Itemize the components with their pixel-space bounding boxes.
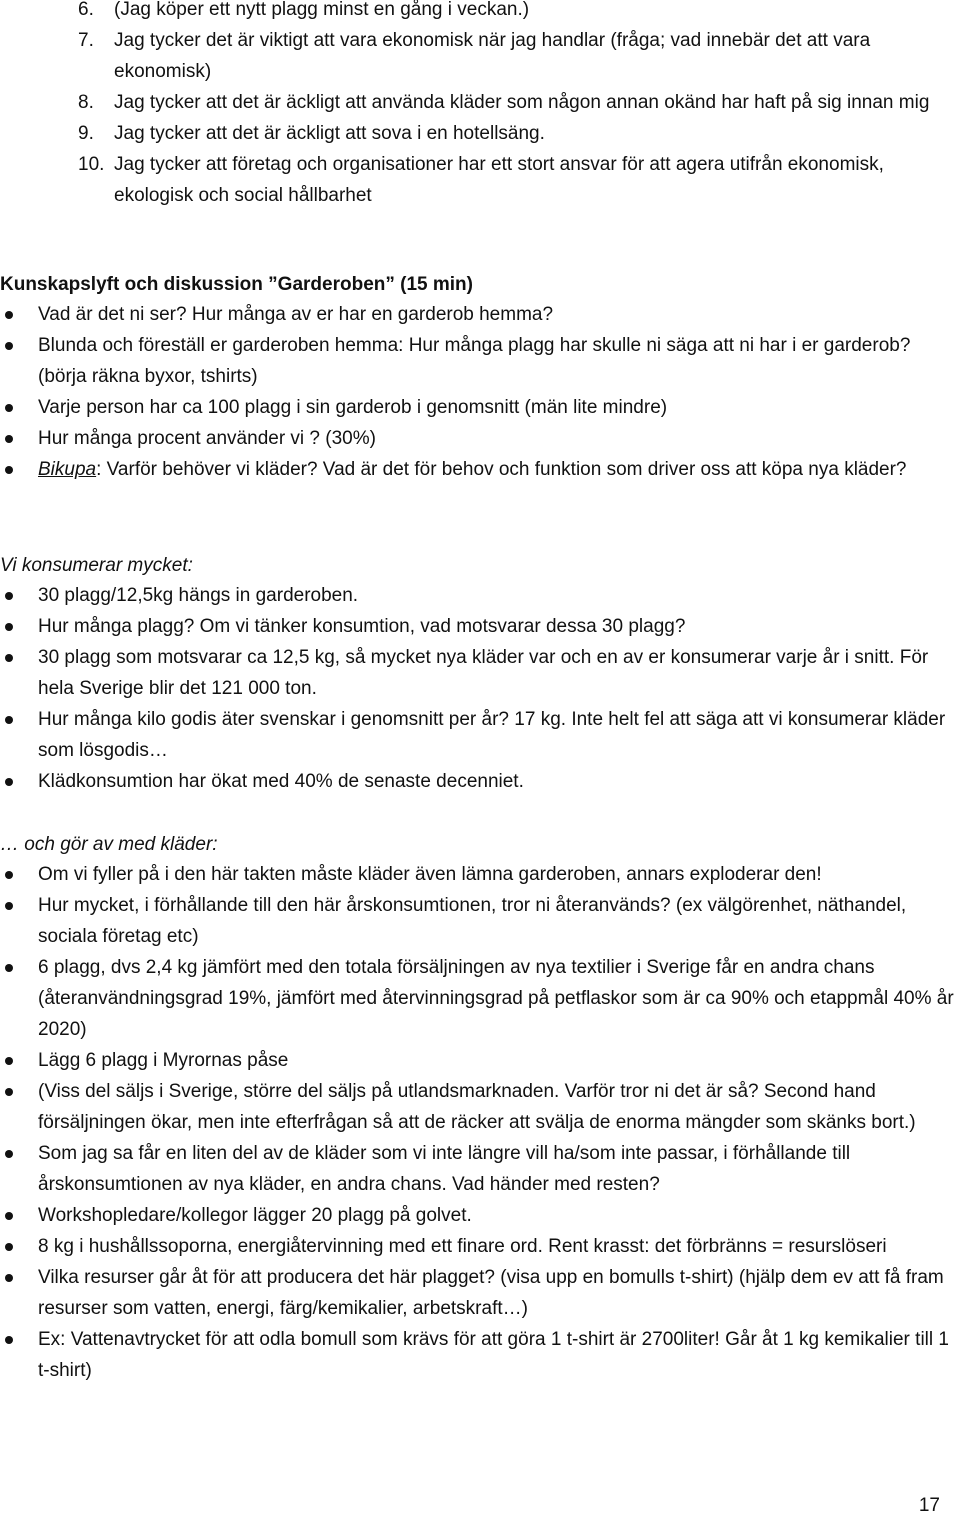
item-text: 30 plagg som motsvarar ca 12,5 kg, så mycket nya kläder var och en av er konsumerar varje år i snitt. För hela Sverige blir det 121 000 ton. bbox=[38, 647, 929, 699]
bullet-icon bbox=[5, 654, 13, 662]
list-item bbox=[0, 392, 960, 423]
item-text: Jag tycker att det är äckligt att använda kläder som någon annan okänd har haft på sig innan mig bbox=[114, 92, 930, 113]
bullet-icon bbox=[5, 871, 13, 879]
bullet-icon bbox=[5, 311, 13, 319]
section-heading-gor-av-med: … och gör av med kläder: bbox=[0, 834, 218, 855]
section-heading-garderoben: Kunskapslyft och diskussion ”Garderoben” (15 min) bbox=[0, 274, 473, 295]
bullet-icon bbox=[5, 1243, 13, 1251]
bullet-icon bbox=[5, 1088, 13, 1096]
item-text: Vilka resurser går åt för att producera det här plagget? (visa upp en bomulls t-shirt) (hjälp dem ev att få fram resurser som vatten, energi, färg/kemikalier, arbetskraft…) bbox=[38, 1267, 944, 1319]
bullet-icon bbox=[5, 902, 13, 910]
item-text: Varje person har ca 100 plagg i sin garderob i genomsnitt (män lite mindre) bbox=[38, 397, 668, 418]
bullet-icon bbox=[5, 435, 13, 443]
list-item bbox=[0, 1262, 960, 1324]
list-item bbox=[0, 859, 960, 890]
item-text: Ex: Vattenavtrycket för att odla bomull som krävs för att göra 1 t-shirt är 2700liter! Går åt 1 kg kemikalier till 1 t-shirt) bbox=[38, 1329, 949, 1381]
bullet-icon bbox=[5, 1336, 13, 1344]
item-number: 8. bbox=[78, 92, 94, 113]
numbered-list bbox=[0, 0, 930, 211]
bullet-icon bbox=[5, 1057, 13, 1065]
list-item bbox=[0, 1200, 960, 1231]
item-text: Som jag sa får en liten del av de kläder som vi inte längre vill ha/som inte passar, i förhållande till årskonsumtionen av nya kläder, en andra chans. Vad händer med resten? bbox=[38, 1143, 851, 1195]
list-item bbox=[0, 642, 960, 704]
item-text: Blunda och föreställ er garderoben hemma: Hur många plagg har skulle ni säga att ni har i er garderob? (börja räkna byxor, tshirts) bbox=[38, 335, 911, 387]
bullet-icon bbox=[5, 404, 13, 412]
bullet-icon bbox=[5, 778, 13, 786]
bullet-icon bbox=[5, 592, 13, 600]
list-item bbox=[0, 454, 960, 485]
item-text: : Varför behöver vi kläder? Vad är det för behov och funktion som driver oss att köpa nya kläder? bbox=[96, 459, 907, 480]
bullet-list-konsumerar bbox=[0, 580, 960, 797]
list-item bbox=[0, 1045, 960, 1076]
bikupa-term: Bikupa bbox=[38, 459, 97, 480]
item-text: Jag tycker att det är äckligt att sova i en hotellsäng. bbox=[114, 123, 545, 144]
item-text: 30 plagg/12,5kg hängs in garderoben. bbox=[38, 585, 359, 606]
item-text: 8 kg i hushållssoporna, energiåtervinning med ett finare ord. Rent krasst: det förbränns = resurslöseri bbox=[38, 1236, 887, 1257]
list-item bbox=[0, 25, 930, 87]
list-item bbox=[0, 0, 930, 25]
list-item bbox=[0, 149, 930, 211]
item-text: Hur många plagg? Om vi tänker konsumtion, vad motsvarar dessa 30 plagg? bbox=[38, 616, 686, 637]
bullet-list-gor-av-med bbox=[0, 859, 960, 1386]
item-text: Lägg 6 plagg i Myrornas påse bbox=[38, 1050, 289, 1071]
item-text: Jag tycker att företag och organisationer har ett stort ansvar för att agera utifrån ekonomisk, ekologisk och social hållbarhet bbox=[114, 154, 884, 206]
item-text: Vad är det ni ser? Hur många av er har en garderob hemma? bbox=[38, 304, 554, 325]
list-item bbox=[0, 118, 930, 149]
item-text: (Jag köper ett nytt plagg minst en gång i veckan.) bbox=[114, 0, 530, 20]
list-item bbox=[0, 766, 960, 797]
item-text: Hur många kilo godis äter svenskar i genomsnitt per år? 17 kg. Inte helt fel att säga att vi konsumerar kläder som lösgodis… bbox=[38, 709, 946, 761]
bullet-icon bbox=[5, 466, 13, 474]
item-text: Hur många procent använder vi ? (30%) bbox=[38, 428, 376, 449]
item-text: Workshopledare/kollegor lägger 20 plagg på golvet. bbox=[38, 1205, 472, 1226]
item-number: 6. bbox=[78, 0, 94, 20]
item-text: Hur mycket, i förhållande till den här årskonsumtionen, tror ni återanvänds? (ex välgörenhet, näthandel, sociala företag etc) bbox=[38, 895, 907, 947]
list-item bbox=[0, 1138, 960, 1200]
item-text: Klädkonsumtion har ökat med 40% de senaste decenniet. bbox=[38, 771, 524, 792]
bullet-icon bbox=[5, 1212, 13, 1220]
bullet-list-garderoben bbox=[0, 299, 960, 485]
item-text: 6 plagg, dvs 2,4 kg jämfört med den totala försäljningen av nya textilier i Sverige får en andra chans (återanvändningsgrad 19%, jämfört med återvinningsgrad på petflaskor som är ca 90% och etappmål 40% år 2020) bbox=[38, 957, 954, 1040]
bullet-icon bbox=[5, 623, 13, 631]
item-text: (Viss del säljs i Sverige, större del säljs på utlandsmarknaden. Varför tror ni det är så? Second hand försäljningen ökar, men inte efterfrågan så att de räcker att svälja de enorma mängder som skänks bort.) bbox=[38, 1081, 916, 1133]
section-heading-konsumerar: Vi konsumerar mycket: bbox=[0, 555, 193, 576]
list-item bbox=[0, 87, 930, 118]
item-number: 9. bbox=[78, 123, 94, 144]
list-item bbox=[0, 1076, 960, 1138]
list-item bbox=[0, 580, 960, 611]
bullet-icon bbox=[5, 1150, 13, 1158]
bullet-icon bbox=[5, 716, 13, 724]
list-item bbox=[0, 704, 960, 766]
page-number: 17 bbox=[918, 1495, 940, 1516]
list-item bbox=[0, 952, 960, 1045]
list-item bbox=[0, 299, 960, 330]
list-item bbox=[0, 330, 960, 392]
item-text: Om vi fyller på i den här takten måste kläder även lämna garderoben, annars exploderar den! bbox=[38, 864, 822, 885]
bullet-icon bbox=[5, 342, 13, 350]
item-number: 10. bbox=[78, 154, 105, 175]
list-item bbox=[0, 890, 960, 952]
list-item bbox=[0, 1324, 960, 1386]
list-item bbox=[0, 1231, 960, 1262]
list-item bbox=[0, 611, 960, 642]
list-item bbox=[0, 423, 960, 454]
item-text: Jag tycker det är viktigt att vara ekonomisk när jag handlar (fråga; vad innebär det att vara ekonomisk) bbox=[114, 30, 871, 82]
item-number: 7. bbox=[78, 30, 94, 51]
bullet-icon bbox=[5, 964, 13, 972]
bullet-icon bbox=[5, 1274, 13, 1282]
